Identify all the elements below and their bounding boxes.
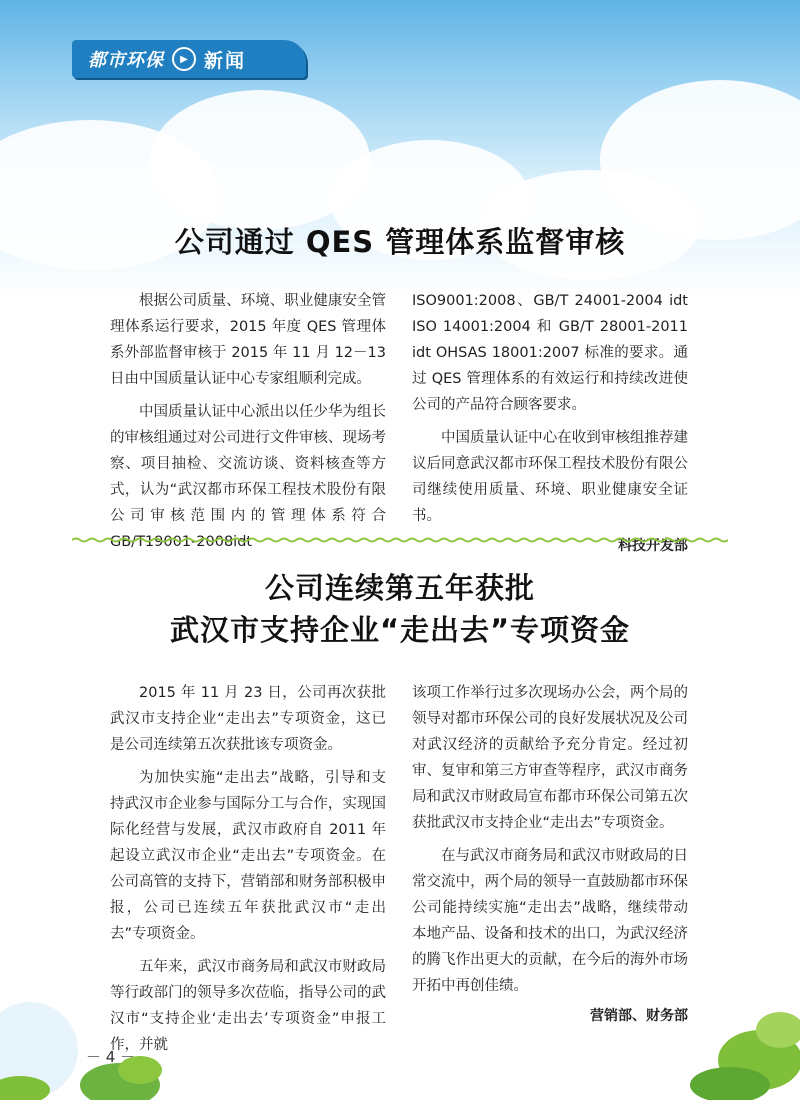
- paragraph: 该项工作举行过多次现场办公会，两个局的领导对都市环保公司的良好发展状况及公司对武汉经济的贡献给予充分肯定。经过初审、复审和第三方审查等程序，武汉市商务局和武汉市财政局宣布都市环保公司第五次获批武汉市支持企业“走出去”专项资金。: [412, 685, 688, 831]
- paragraph: 2015 年 11 月 23 日，公司再次获批武汉市支持企业“走出去”专项资金，这已是公司连续第五次获批该专项资金。: [110, 685, 386, 753]
- wavy-divider: [72, 534, 728, 546]
- paragraph: 中国质量认证中心在收到审核组推荐建议后同意武汉都市环保工程技术股份有限公司继续使用质量、环境、职业健康安全证书。: [412, 430, 688, 524]
- paragraph: 在与武汉市商务局和武汉市财政局的日常交流中，两个局的领导一直鼓励都市环保公司能持续实施“走出去”战略，继续带动本地产品、设备和技术的出口，为武汉经济的腾飞作出更大的贡献，在今后的海外市场开拓中再创佳绩。: [412, 848, 688, 994]
- article2-signature: 营销部、财务部: [590, 1008, 688, 1024]
- article2-title-line1: 公司连续第五年获批: [264, 571, 535, 605]
- section-title: 新闻: [204, 49, 247, 72]
- leaf-decoration-icon: [670, 980, 800, 1100]
- article2-title-line2: 武汉市支持企业“走出去”专项资金: [169, 613, 631, 647]
- article1-right-column: [412, 288, 688, 559]
- paragraph: 根据公司质量、环境、职业健康安全管理体系运行要求，2015 年度 QES 管理体系外部监督审核于 2015 年 11 月 12－13 日由中国质量认证中心专家组顺利完成。: [110, 293, 386, 387]
- paragraph: 五年来，武汉市商务局和武汉市财政局等行政部门的领导多次莅临，指导公司的武汉市“支持企业‘走出去’专项资金”申报工作，并就: [110, 959, 386, 1053]
- header-tab: [72, 40, 306, 78]
- article2-right-column: [412, 680, 688, 1029]
- leaf-decoration-icon: [0, 990, 170, 1100]
- article1-left-column: [110, 288, 386, 555]
- page-number: － 4 －: [86, 1048, 136, 1066]
- article1-signature: 科技开发部: [618, 538, 688, 554]
- brand-title: 都市环保: [88, 50, 164, 71]
- paragraph: 中国质量认证中心派出以任少华为组长的审核组通过对公司进行文件审核、现场考察、项目抽检、交流访谈、资料核查等方式，认为“武汉都市环保工程技术股份有限公司审核范围内的管理体系符合 GB/T19001-2008idt: [110, 404, 386, 550]
- play-icon: ▶: [172, 47, 196, 71]
- article1-title: 公司通过 QES 管理体系监督审核: [174, 225, 626, 259]
- paragraph: ISO9001:2008、GB/T 24001-2004 idt ISO 14001:2004 和 GB/T 28001-2011 idt OHSAS 18001:2007 标准的要求。通过 QES 管理体系的有效运行和持续改进使公司的产品符合顾客要求。: [412, 293, 688, 413]
- paragraph: 为加快实施“走出去”战略，引导和支持武汉市企业参与国际分工与合作，实现国际化经营与发展，武汉市政府自 2011 年起设立武汉市企业“走出去”专项资金。在公司高管的支持下，营销部和财务部积极申报，公司已连续五年获批武汉市“走出去”专项资金。: [110, 770, 386, 942]
